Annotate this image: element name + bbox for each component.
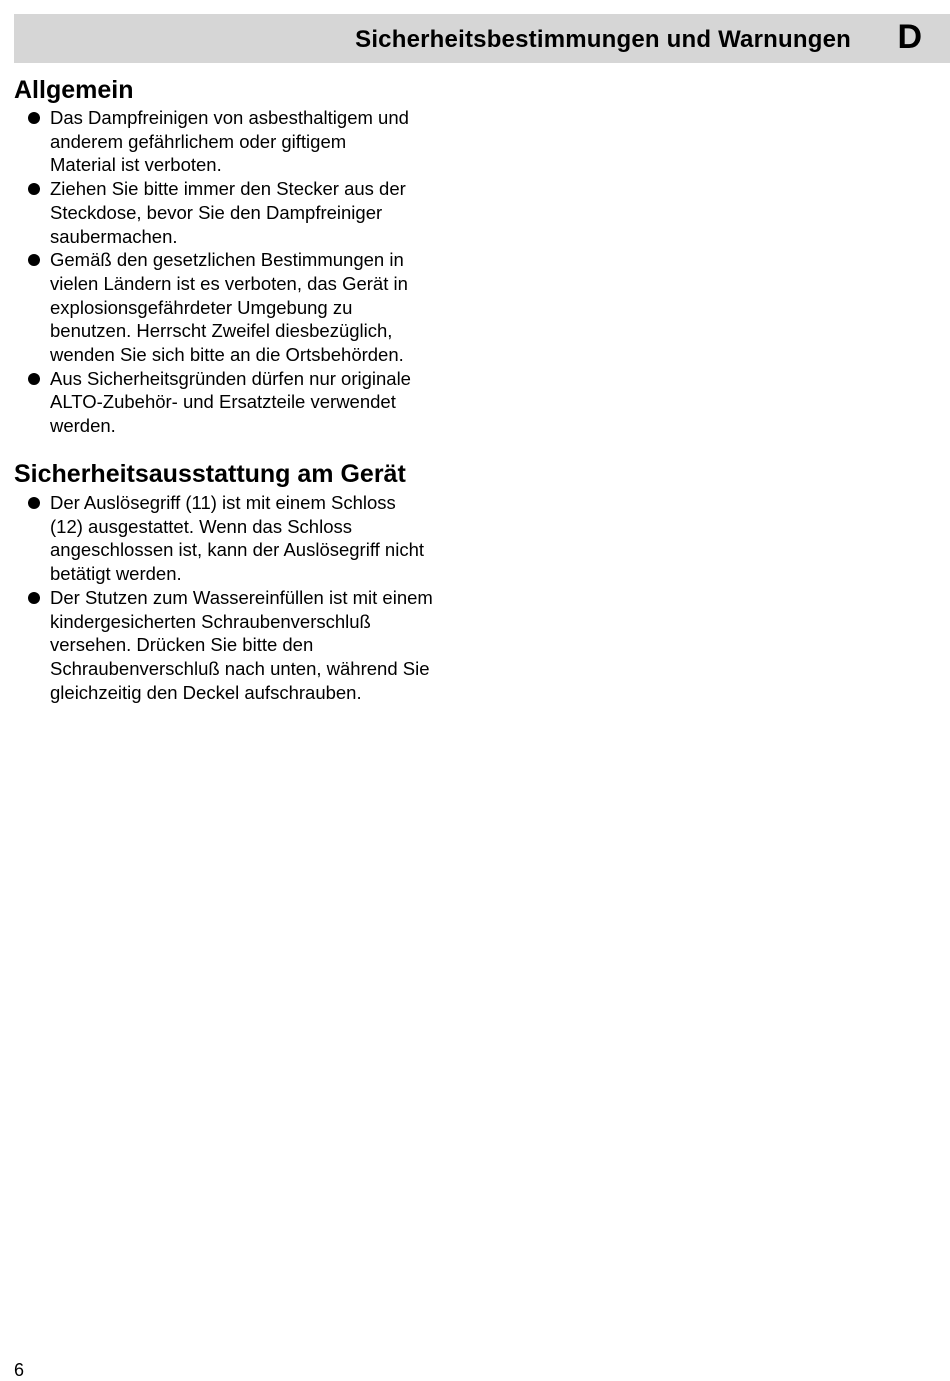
- list-item-line: anderem gefährlichem oder giftigem: [50, 130, 347, 152]
- bullet-dot-icon: [28, 254, 40, 266]
- list-item: [14, 106, 474, 177]
- bullet-dot-icon: [28, 112, 40, 124]
- list-item-line: (12) ausgestattet. Wenn das Schloss: [50, 515, 352, 537]
- list-item-line: Aus Sicherheitsgründen dürfen nur originale: [50, 367, 411, 389]
- list-item-line: gleichzeitig den Deckel aufschrauben.: [50, 681, 362, 703]
- list-item: [14, 586, 474, 705]
- list-item: [14, 248, 474, 367]
- list-item-line: kindergesicherten Schraubenverschluß: [50, 610, 371, 632]
- list-item: [14, 177, 474, 248]
- list-item-line: versehen. Drücken Sie bitte den: [50, 634, 314, 656]
- bullet-list-allgemein: [14, 106, 474, 438]
- bullet-list-sicherheitsausstattung: [14, 491, 474, 704]
- language-marker: D: [897, 18, 922, 56]
- bullet-dot-icon: [28, 592, 40, 604]
- list-item-line: ALTO-Zubehör- und Ersatzteile verwendet: [50, 391, 396, 413]
- list-item-line: Gemäß den gesetzlichen Bestimmungen in: [50, 249, 404, 271]
- bullet-dot-icon: [28, 183, 40, 195]
- list-item-line: betätigt werden.: [50, 563, 182, 585]
- list-item-line: explosionsgefährdeter Umgebung zu: [50, 296, 353, 318]
- section-heading-sicherheitsausstattung: Sicherheitsausstattung am Gerät: [14, 460, 406, 488]
- page-title: Sicherheitsbestimmungen und Warnungen: [355, 26, 851, 53]
- list-item-line: Schraubenverschluß nach unten, während Sie: [50, 657, 430, 679]
- list-item-line: Steckdose, bevor Sie den Dampfreiniger: [50, 201, 383, 223]
- list-item: [14, 367, 474, 438]
- list-item-line: Material ist verboten.: [50, 154, 222, 176]
- list-item-line: Ziehen Sie bitte immer den Stecker aus der: [50, 178, 406, 200]
- list-item-line: vielen Ländern ist es verboten, das Gerät in: [50, 272, 408, 294]
- section-heading-allgemein: Allgemein: [14, 76, 134, 104]
- list-item-line: Der Auslösegriff (11) ist mit einem Schloss: [50, 492, 396, 513]
- bullet-dot-icon: [28, 373, 40, 385]
- list-item-line: Der Stutzen zum Wassereinfüllen ist mit einem: [50, 586, 433, 608]
- list-item-line: angeschlossen ist, kann der Auslösegriff nicht: [50, 539, 424, 561]
- list-item-line: Das Dampfreinigen von asbesthaltigem und: [50, 107, 409, 128]
- page-number: 6: [14, 1360, 25, 1380]
- list-item-line: saubermachen.: [50, 225, 178, 247]
- list-item-line: wenden Sie sich bitte an die Ortsbehörden.: [50, 344, 404, 366]
- list-item-line: benutzen. Herrscht Zweifel diesbezüglich,: [50, 320, 393, 342]
- bullet-dot-icon: [28, 497, 40, 509]
- list-item-line: werden.: [50, 415, 116, 437]
- list-item: [14, 491, 474, 586]
